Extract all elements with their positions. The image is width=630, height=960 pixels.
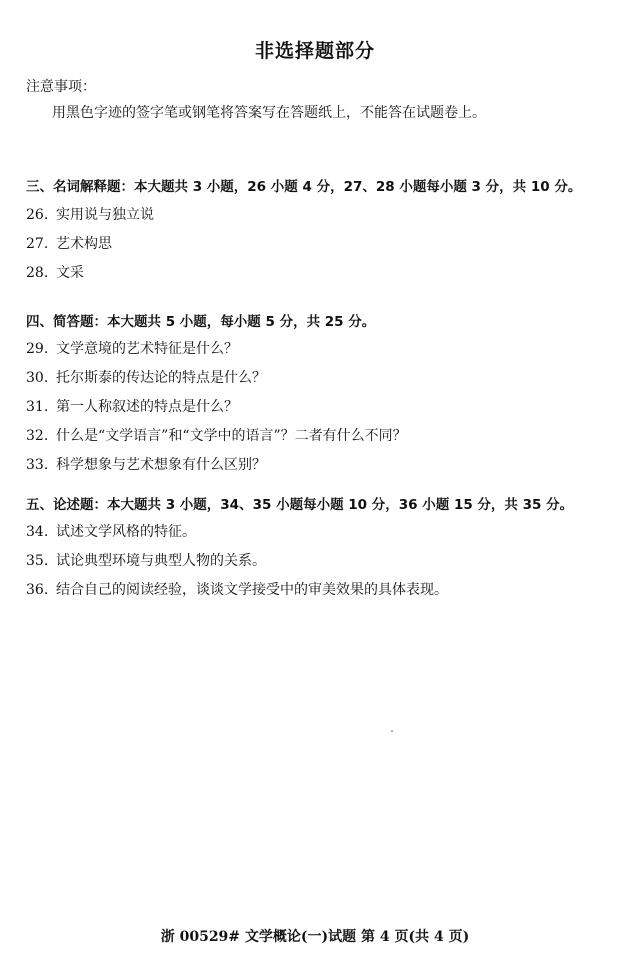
question-item [26,579,448,599]
question-item [26,338,238,358]
section-heading-4: 四、简答题：本大题共 5 小题，每小题 5 分，共 25 分。 [26,314,376,330]
question-item [26,233,112,253]
question-number: 27. [26,236,49,252]
question-text: 托尔斯泰的传达论的特点是什么？ [56,370,266,386]
notice-label: 注意事项： [26,79,96,95]
question-item [26,425,407,445]
question-text: 文采 [56,265,84,281]
question-text: 实用说与独立说 [56,207,154,223]
page-title: 非选择题部分 [254,40,375,62]
question-text: 艺术构思 [56,236,112,252]
question-text: 第一人称叙述的特点是什么？ [56,399,238,415]
question-number: 31. [26,399,49,415]
scan-speck [391,730,393,732]
question-number: 36. [26,582,49,598]
question-number: 33. [26,457,49,473]
notice-text: 用黑色字迹的签字笔或钢笔将答案写在答题纸上，不能答在试题卷上。 [52,105,486,121]
question-text: 试论典型环境与典型人物的关系。 [56,553,266,569]
question-item [26,521,196,541]
question-item [26,454,266,474]
section-heading-3: 三、名词解释题：本大题共 3 小题，26 小题 4 分，27、28 小题每小题 3 分，共 10 分。 [26,179,582,195]
question-text: 试述文学风格的特征。 [56,524,196,540]
question-text: 科学想象与艺术想象有什么区别？ [56,457,266,473]
question-text: 文学意境的艺术特征是什么？ [56,341,238,357]
question-item [26,550,266,570]
question-number: 35. [26,553,49,569]
question-item [26,262,84,282]
page-footer: 浙 00529# 文学概论(一)试题 第 4 页(共 4 页) [160,929,470,945]
question-number: 30. [26,370,49,386]
question-text: 结合自己的阅读经验，谈谈文学接受中的审美效果的具体表现。 [56,582,448,598]
question-number: 34. [26,524,49,540]
question-number: 28. [26,265,49,281]
section-heading-5: 五、论述题：本大题共 3 小题，34、35 小题每小题 10 分，36 小题 15 分，共 35 分。 [26,497,574,513]
question-number: 32. [26,428,49,444]
question-item [26,396,238,416]
question-number: 29. [26,341,49,357]
question-item [26,367,266,387]
question-number: 26. [26,207,49,223]
question-item [26,204,154,224]
question-text: 什么是“文学语言”和“文学中的语言”？二者有什么不同？ [56,428,407,444]
